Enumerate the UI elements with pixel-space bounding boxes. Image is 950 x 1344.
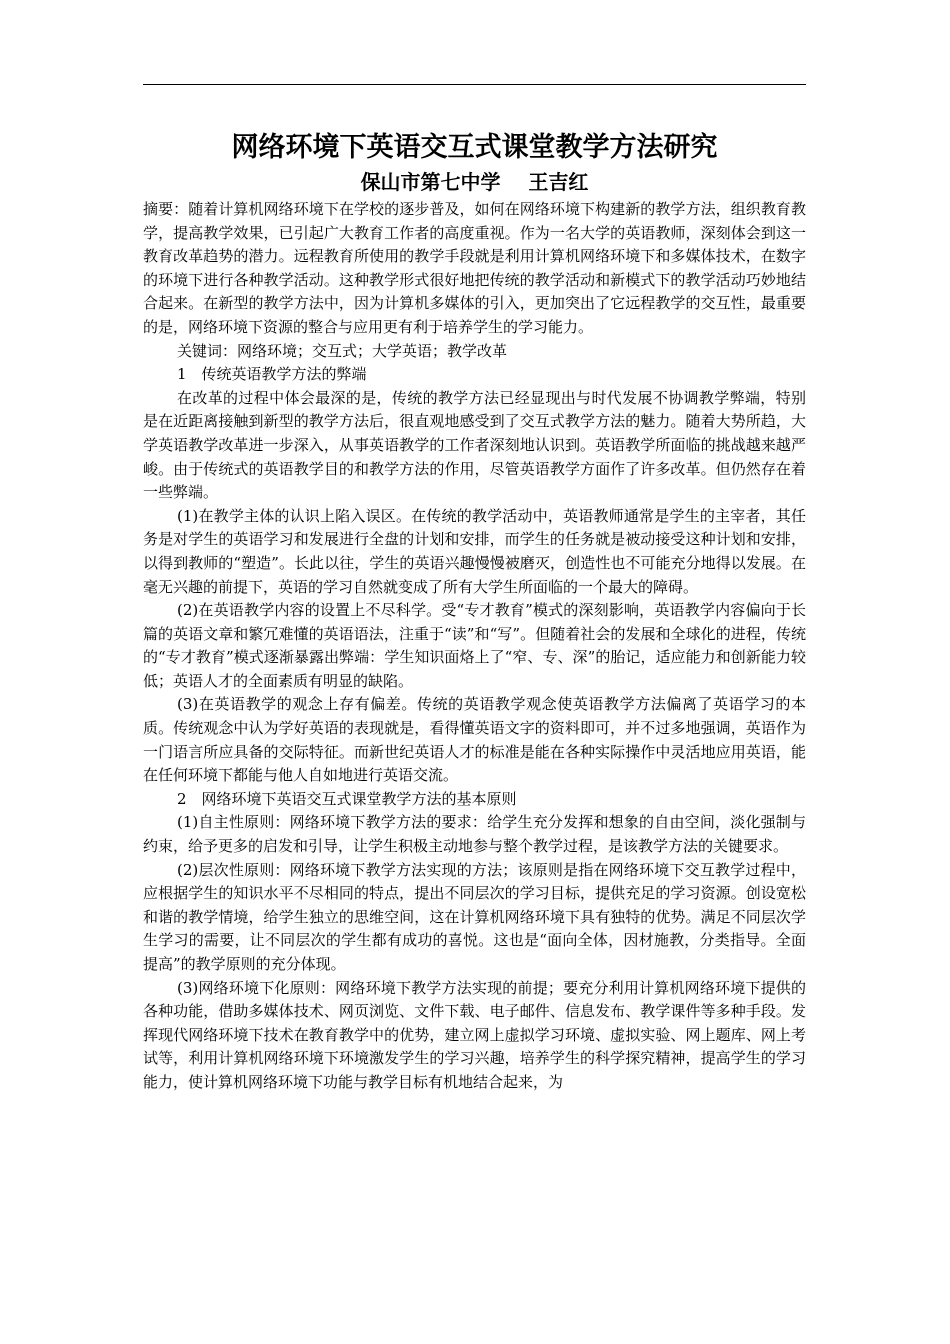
section-1-intro: 在改革的过程中体会最深的是，传统的教学方法已经显现出与时代发展不协调教学弊端，特别是在近距离接触到新型的教学方法后，很直观地感受到了交互式教学方法的魅力。随着大势所趋，大学英语教学改革进一步深入，从事英语教学的工作者深刻地认识到。英语教学所面临的挑战越来越严峻。由于传统式的英语教学目的和教学方法的作用，尽管英语教学方面作了许多改革。但仍然存在着一些弊端。	[143, 388, 806, 502]
abstract-paragraph: 摘要：随着计算机网络环境下在学校的逐步普及，如何在网络环境下构建新的教学方法，组织教育教学，提高教学效果，已引起广大教育工作者的高度重视。作为一名大学的英语教师，深刻体会到这一教育改革趋势的潜力。远程教育所使用的教学手段就是利用计算机网络环境下和多媒体技术，在数字的环境下进行各种教学活动。这种教学形式很好地把传统的教学活动和新模式下的教学活动巧妙地结合起来。在新型的教学方法中，因为计算机多媒体的引入，更加突出了它远程教学的交互性，最重要的是，网络环境下资源的整合与应用更有利于培养学生的学习能力。	[143, 200, 806, 336]
section-1-point-2: (2)在英语教学内容的设置上不尽科学。受“专才教育”模式的深刻影响，英语教学内容偏向于长篇的英语文章和繁冗难懂的英语语法，注重于“读”和“写”。但随着社会的发展和全球化的进程，传统的“专才教育”模式逐渐暴露出弊端：学生知识面烙上了“窄、专、深”的胎记，适应能力和创新能力较低；英语人才的全面素质有明显的缺陷。	[143, 601, 806, 690]
section-1-heading: 1 传统英语教学方法的弊端	[177, 365, 367, 384]
section-2-point-1: (1)自主性原则：网络环境下教学方法的要求：给学生充分发挥和想象的自由空间，淡化强制与约束，给予更多的启发和引导，让学生积极主动地参与整个教学过程，是该教学方法的关键要求。	[143, 813, 806, 856]
document-body	[143, 128, 806, 1095]
section-1-point-3: (3)在英语教学的观念上存有偏差。传统的英语教学观念使英语教学方法偏离了英语学习的本质。传统观念中认为学好英语的表现就是，看得懂英语文字的资料即可，并不过多地强调，英语作为一门语言所应具备的交际特征。而新世纪英语人才的标准是能在各种实际操作中灵活地应用英语，能在任何环境下都能与他人自如地进行英语交流。	[143, 695, 806, 785]
keywords-line: 关键词：网络环境；交互式；大学英语；教学改革	[177, 341, 508, 360]
section-2-heading: 2 网络环境下英语交互式课堂教学方法的基本原则	[177, 789, 517, 808]
section-2-point-3: (3)网络环境下化原则：网络环境下教学方法实现的前提；要充分利用计算机网络环境下提供的各种功能，借助多媒体技术、网页浏览、文件下载、电子邮件、信息发布、教学课件等多种手段。发挥现代网络环境下技术在教育教学中的优势，建立网上虚拟学习环境、虚拟实验、网上题库、网上考试等，利用计算机网络环境下环境激发学生的学习兴趣，培养学生的科学探究精神，提高学生的学习能力，使计算机网络环境下功能与教学目标有机地结合起来，为	[143, 978, 806, 1091]
document-title: 网络环境下英语交互式课堂教学方法研究	[231, 132, 718, 163]
section-2-point-2: (2)层次性原则：网络环境下教学方法实现的方法；该原则是指在网络环境下交互教学过程中，应根据学生的知识水平不尽相同的特点，提出不同层次的学习目标，提供充足的学习资源。创设宽松和谐的教学情境，给学生独立的思维空间，这在计算机网络环境下具有独特的优势。满足不同层次学生学习的需要，让不同层次的学生都有成功的喜悦。这也是“面向全体，因材施教，分类指导。全面提高”的教学原则的充分体现。	[143, 860, 806, 973]
author-byline: 保山市第七中学 王吉红	[360, 170, 589, 194]
header-rule	[143, 84, 806, 85]
section-1-point-1: (1)在教学主体的认识上陷入误区。在传统的教学活动中，英语教师通常是学生的主宰者，其任务是对学生的英语学习和发展进行全盘的计划和安排，而学生的任务就是被动接受这种计划和安排，以得到教师的“塑造”。长此以往，学生的英语兴趣慢慢被磨灭，创造性也不可能充分地得以发展。在毫无兴趣的前提下，英语的学习自然就变成了所有大学生所面临的一个最大的障碍。	[143, 506, 806, 596]
